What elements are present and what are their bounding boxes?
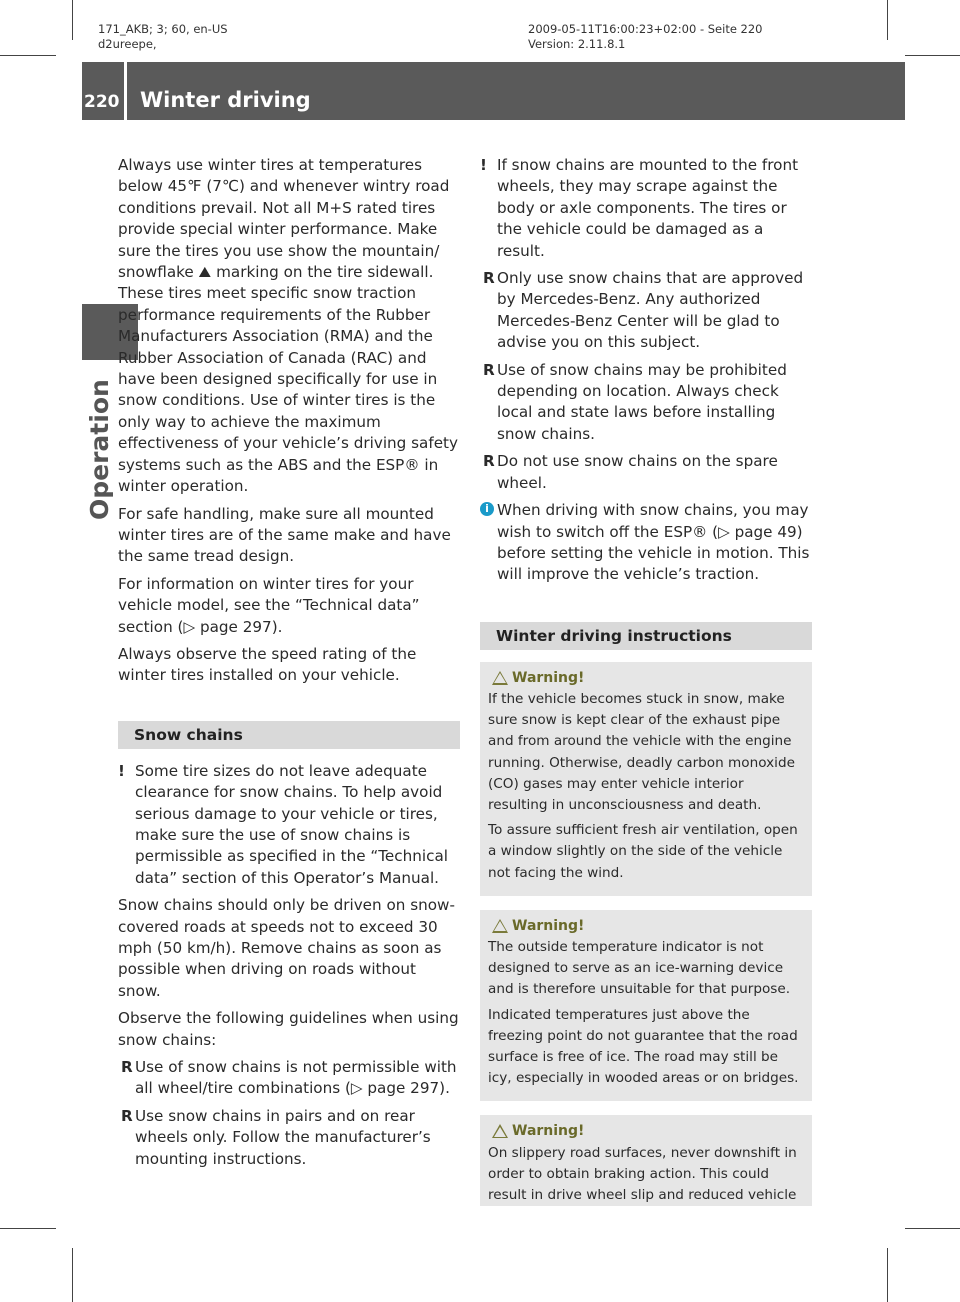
section-heading-snow-chains: Snow chains bbox=[118, 721, 460, 749]
info-icon: i bbox=[480, 502, 494, 516]
warning-text: If the vehicle becomes stuck in snow, make sure snow is kept clear of the exhaust pipe and from around the vehicle with the engine running. Otherwise, deadly carbon monoxide (CO) gases may enter vehicle interior resulting in unconsciousness and death. bbox=[488, 690, 795, 813]
meta-right-line2: Version: 2.11.8.1 bbox=[528, 37, 626, 51]
list-item-text: Do not use snow chains on the spare wheel. bbox=[497, 452, 778, 492]
section-label: Operation bbox=[85, 379, 114, 520]
list-item bbox=[480, 451, 812, 494]
notice-text: If snow chains are mounted to the front wheels, they may scrape against the body or axle components. The tires or the vehicle could be damaged as a result. bbox=[497, 156, 799, 260]
warning-title bbox=[488, 916, 804, 937]
bullet-icon: R bbox=[483, 360, 495, 379]
warning-triangle-icon bbox=[492, 671, 508, 685]
crop-mark bbox=[0, 55, 56, 56]
right-column bbox=[480, 155, 812, 1210]
warning-title-text: Warning! bbox=[512, 917, 585, 934]
paragraph: For information on winter tires for your vehicle model, see the “Technical data” section (▷ page 297). bbox=[118, 574, 420, 636]
warning-text: On slippery road surfaces, never downshift in order to obtain braking action. This could result in drive wheel slip and reduced vehicle bbox=[488, 1144, 797, 1203]
notice-block bbox=[118, 761, 460, 889]
info-text: When driving with snow chains, you may wish to switch off the ESP® (▷ page 49) before setting the vehicle in motion. This will improve the vehicle’s traction. bbox=[497, 501, 810, 584]
warning-box bbox=[480, 910, 812, 1102]
section-heading-winter-driving-instructions: Winter driving instructions bbox=[480, 622, 812, 650]
notice-icon: ! bbox=[480, 156, 487, 174]
list-item-text: Use of snow chains is not permissible with all wheel/tire combinations (▷ page 297). bbox=[135, 1058, 457, 1098]
bullet-icon: R bbox=[483, 452, 495, 471]
crop-mark bbox=[0, 1228, 56, 1229]
print-meta-right bbox=[528, 22, 763, 52]
paragraph: For safe handling, make sure all mounted winter tires are of the same make and have the same tread design. bbox=[118, 504, 451, 566]
paragraph: Always observe the speed rating of the winter tires installed on your vehicle. bbox=[118, 644, 417, 685]
print-meta-left bbox=[98, 22, 228, 52]
list-item bbox=[480, 360, 812, 446]
header-separator bbox=[124, 52, 127, 122]
bullet-icon: R bbox=[483, 269, 495, 288]
notice-text: Some tire sizes do not leave adequate clearance for snow chains. To help avoid serious damage to your vehicle or tires, make sure the use of snow chains is permissible as specified in the “Technical data” section of this Operator’s Manual. bbox=[135, 761, 448, 887]
bullet-icon: R bbox=[121, 1058, 133, 1077]
meta-left-line2: d2ureepe, bbox=[98, 37, 157, 51]
crop-mark bbox=[72, 0, 73, 40]
meta-right-line1: 2009-05-11T16:00:23+02:00 - Seite 220 bbox=[528, 22, 763, 36]
notice-icon: ! bbox=[118, 761, 125, 780]
warning-box bbox=[480, 662, 812, 896]
paragraph: Always use winter tires at temperatures below 45℉ (7℃) and whenever wintry road conditions prevail. Not all M+S rated tires provide special winter performance. Make sure the tires you use show the mountain/ snowflake ⛰ marking on the tire sidewall. These tires meet specific snow traction performance requirements of the Rubber Manufacturers Association (RMA) and the Rubber Association of Canada (RAC) and have been designed specifically for use in snow conditions. Use of winter tires is the only way to achieve the maximum effectiveness of your vehicle’s driving safety systems such as the ABS and the ESP® in winter operation. bbox=[118, 156, 458, 496]
warning-title bbox=[488, 668, 804, 689]
list-item-text: Use snow chains in pairs and on rear wheels only. Follow the manufacturer’s mounting instructions. bbox=[135, 1106, 431, 1168]
crop-mark bbox=[887, 1248, 888, 1302]
page-number: 220 bbox=[84, 92, 120, 112]
list-item-text: Only use snow chains that are approved by Mercedes-Benz. Any authorized Mercedes-Benz Center will be glad to advise you on this subject. bbox=[497, 269, 804, 352]
list-item bbox=[118, 1106, 460, 1170]
warning-triangle-icon bbox=[492, 919, 508, 933]
warning-triangle-icon bbox=[492, 1124, 508, 1138]
crop-mark bbox=[887, 0, 888, 40]
crop-mark bbox=[905, 1228, 960, 1229]
warning-text: To assure sufficient fresh air ventilation, open a window slightly on the side of the vehicle not facing the wind. bbox=[488, 822, 798, 881]
warning-title bbox=[488, 1121, 804, 1142]
crop-mark bbox=[72, 1248, 73, 1302]
page-title: Winter driving bbox=[140, 88, 311, 112]
crop-mark bbox=[905, 55, 960, 56]
left-column bbox=[118, 155, 460, 1176]
info-block bbox=[480, 500, 812, 586]
warning-title-text: Warning! bbox=[512, 1123, 585, 1140]
bullet-icon: R bbox=[121, 1106, 133, 1125]
paragraph: Observe the following guidelines when using snow chains: bbox=[118, 1009, 459, 1049]
warning-box bbox=[480, 1115, 812, 1206]
warning-text: Indicated temperatures just above the freezing point do not guarantee that the road surface is free of ice. The road may still be icy, especially in wooded areas or on bridges. bbox=[488, 1006, 799, 1087]
list-item bbox=[118, 1057, 460, 1100]
list-item-text: Use of snow chains may be prohibited depending on location. Always check local and state laws before installing snow chains. bbox=[497, 360, 787, 443]
notice-block bbox=[480, 155, 812, 262]
warning-title-text: Warning! bbox=[512, 669, 585, 686]
warning-text: The outside temperature indicator is not designed to serve as an ice-warning device and is therefore unsuitable for that purpose. bbox=[488, 938, 791, 998]
meta-left-line1: 171_AKB; 3; 60, en-US bbox=[98, 22, 228, 36]
paragraph: Snow chains should only be driven on snow-covered roads at speeds not to exceed 30 mph (50 km/h). Remove chains as soon as possible when driving on roads without snow. bbox=[118, 896, 455, 1000]
list-item bbox=[480, 268, 812, 354]
